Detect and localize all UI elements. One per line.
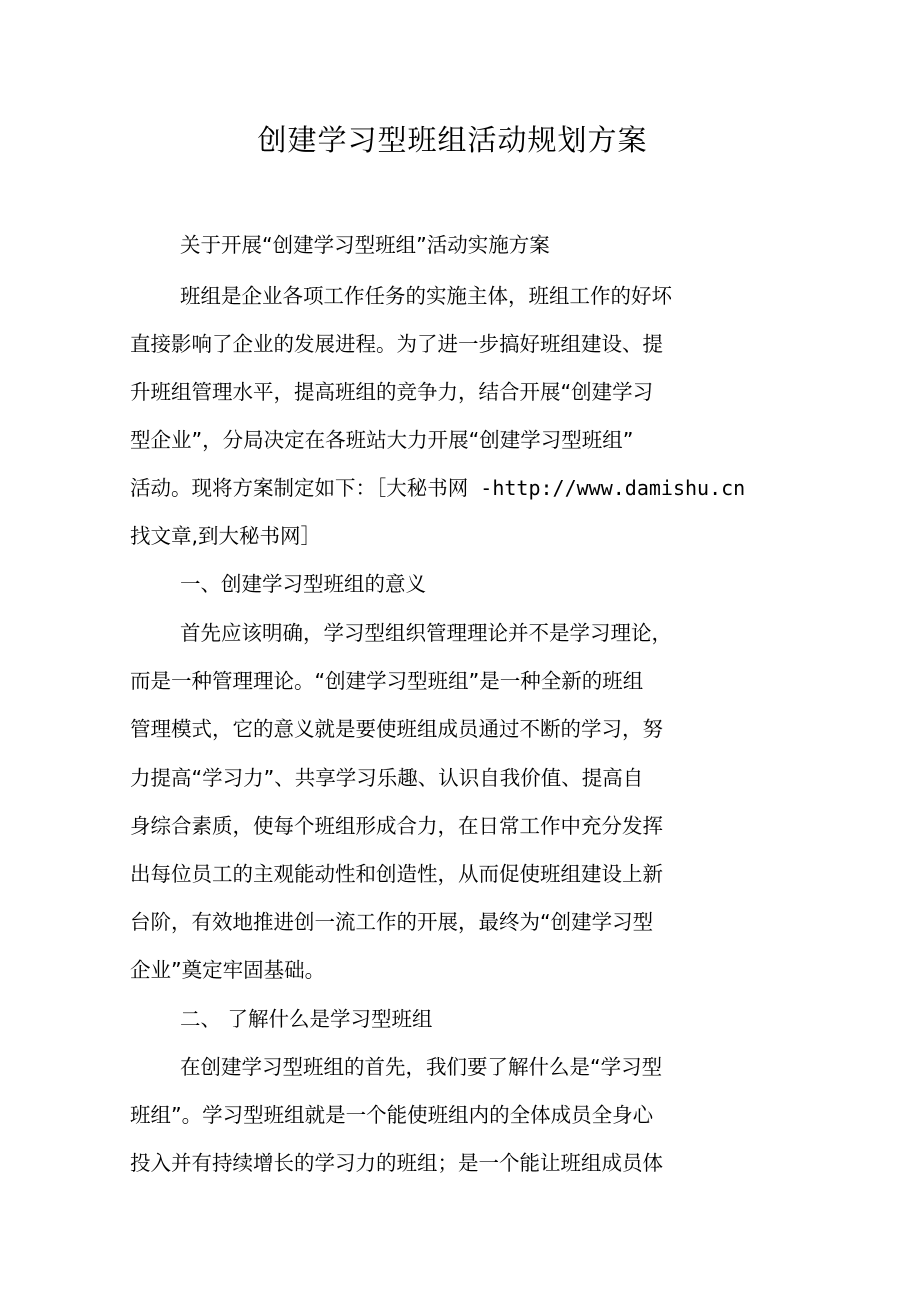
paragraph-line: 型企业”，分局决定在各班站大力开展“创建学习型班组” [130,428,634,452]
section-heading-2: 二、 了解什么是学习型班组 [180,1007,433,1031]
document-title: 创建学习型班组活动规划方案 [257,123,648,157]
paragraph-line: 直接影响了企业的发展进程。为了进一步搞好班组建设、提 [130,332,663,356]
paragraph-line: 投入并有持续增长的学习力的班组；是一个能让班组成员体 [130,1151,663,1175]
paragraph-line: 力提高“学习力”、共享学习乐趣、认识自我价值、提高自 [130,766,644,790]
source-url-text: -http://www.damishu.cn [468,476,746,500]
paragraph-line: 企业”奠定牢固基础。 [130,958,326,982]
paragraph-line: 身综合素质，使每个班组形成合力，在日常工作中充分发挥 [130,814,663,838]
paragraph-line: 台阶，有效地推进创一流工作的开展，最终为“创建学习型 [130,910,654,934]
paragraph-line: 首先应该明确，学习型组织管理理论并不是学习理论， [180,621,672,645]
paragraph-line: 在创建学习型班组的首先，我们要了解什么是“学习型 [180,1055,663,1079]
paragraph-line: 管理模式，它的意义就是要使班组成员通过不断的学习，努 [130,717,663,741]
paragraph-line-text: 活动。现将方案制定如下：［大秘书网 [130,476,469,500]
paragraph-line: 而是一种管理理论。“创建学习型班组”是一种全新的班组 [130,669,644,693]
subtitle-line: 关于开展“创建学习型班组”活动实施方案 [180,233,550,257]
paragraph-line [130,473,745,503]
paragraph-line: 出每位员工的主观能动性和创造性，从而促使班组建设上新 [130,862,663,886]
paragraph-line: 找文章,到大秘书网］ [130,524,322,548]
section-heading-1: 一、创建学习型班组的意义 [180,572,426,596]
paragraph-line: 班组是企业各项工作任务的实施主体，班组工作的好坏 [180,284,672,308]
paragraph-line: 班组”。学习型班组就是一个能使班组内的全体成员全身心 [130,1103,654,1127]
paragraph-line: 升班组管理水平，提高班组的竞争力，结合开展“创建学习 [130,380,654,404]
